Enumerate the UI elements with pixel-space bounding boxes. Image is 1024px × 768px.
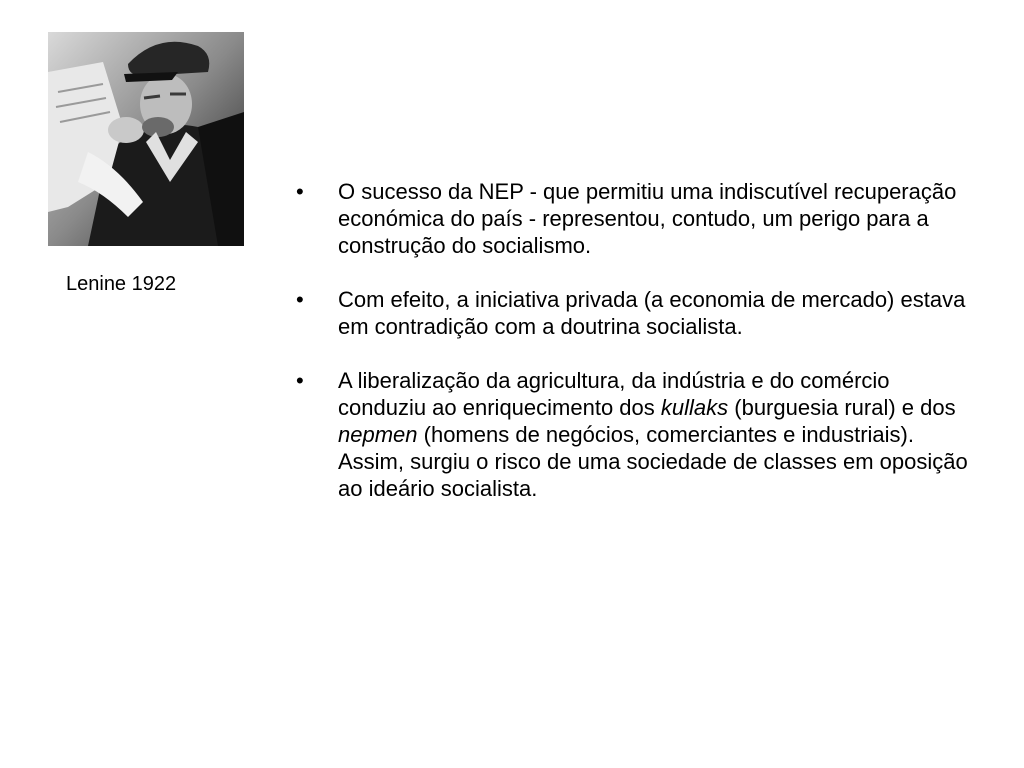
bullet-list [296,178,976,529]
bullet-text: A liberalização da agricultura, da indústria e do comércio conduziu ao enriquecimento dos kullaks (burguesia rural) e dos nepmen (homens de negócios, comerciantes e industriais). Assim, surgiu o risco de uma sociedade de classes em oposição ao ideário socialista. [338,368,968,501]
photo-caption: Lenine 1922 [66,273,177,295]
term-kullaks: kullaks [660,395,729,420]
bullet-marker: • [296,368,304,393]
bullet-marker: • [296,287,304,312]
bullet-marker: • [296,179,304,204]
portrait-photo-icon [48,32,244,246]
bullet-text: Com efeito, a iniciativa privada (a economia de mercado) estava em contradição com a doutrina socialista. [338,287,966,339]
bullet-text: O sucesso da NEP - que permitiu uma indiscutível recuperação económica do país - representou, contudo, um perigo para a construção do socialismo. [338,179,957,258]
term-nepmen: nepmen [338,422,418,447]
bullet-item [296,178,976,259]
bullet-item [296,367,976,502]
bullet-item [296,286,976,340]
